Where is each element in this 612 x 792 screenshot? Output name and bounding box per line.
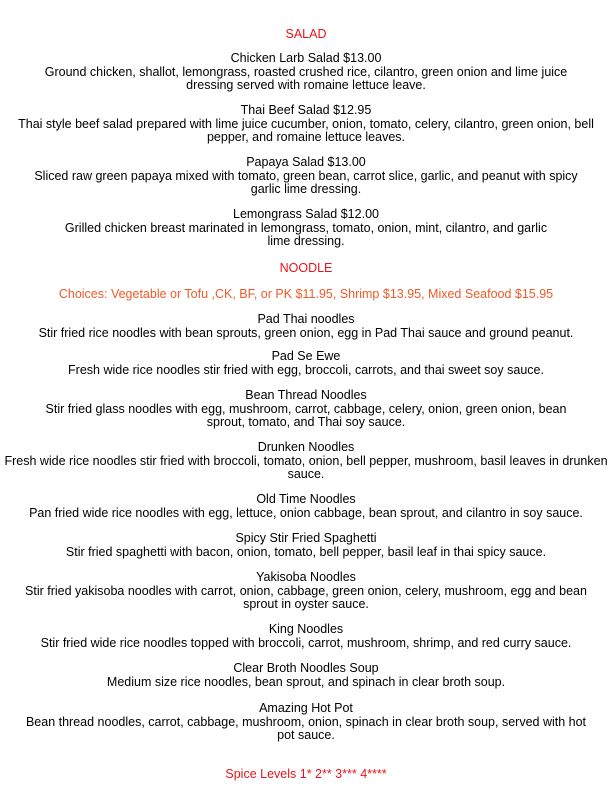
menu-item-name: Bean Thread Noodles <box>245 388 367 402</box>
salad-section-title: SALAD <box>285 27 327 41</box>
noodle-section-title: NOODLE <box>279 261 333 275</box>
menu-item-name: Amazing Hot Pot <box>259 701 353 715</box>
menu-item <box>0 313 612 340</box>
menu-item-name: Old Time Noodles <box>256 492 356 506</box>
spice-levels: Spice Levels 1* 2** 3*** 4**** <box>225 767 387 781</box>
menu-item <box>0 441 612 482</box>
menu-item-description: Bean thread noodles, carrot, cabbage, mushroom, onion, spinach in clear broth soup, served with hot pot sauce. <box>25 714 587 742</box>
menu-item-description: Grilled chicken breast marinated in lemongrass, tomato, onion, mint, cilantro, and garlic lime dressing. <box>64 220 548 248</box>
menu-item-name: King Noodles <box>268 622 344 636</box>
menu-item-name: Yakisoba Noodles <box>256 570 356 584</box>
menu-item-name: Papaya Salad $13.00 <box>246 155 366 169</box>
menu-item-description: Medium size rice noodles, bean sprout, and spinach in clear broth soup. <box>106 674 506 689</box>
menu-item <box>0 662 612 689</box>
menu-item-description: Sliced raw green papaya mixed with tomato, green bean, carrot slice, garlic, and peanut with spicy garlic lime dressing. <box>34 168 578 196</box>
menu-item-name: Drunken Noodles <box>257 440 355 454</box>
noodle-choices: Choices: Vegetable or Tofu ,CK, BF, or PK $11.95, Shrimp $13.95, Mixed Seafood $15.95 <box>58 287 554 301</box>
menu-item-name: Thai Beef Salad $12.95 <box>240 103 372 117</box>
menu-item-name: Lemongrass Salad $12.00 <box>233 207 379 221</box>
menu-item-description: Stir fried rice noodles with bean sprouts, green onion, egg in Pad Thai sauce and ground peanut. <box>38 325 574 340</box>
menu-item <box>0 571 612 612</box>
menu-item <box>0 208 612 249</box>
menu-item <box>0 532 612 559</box>
menu-item-description: Stir fried spaghetti with bacon, onion, tomato, bell pepper, basil leaf in thai spicy sauce. <box>65 544 547 559</box>
menu-item <box>0 623 612 650</box>
menu-item-description: Fresh wide rice noodles stir fried with egg, broccoli, carrots, and thai sweet soy sauce. <box>68 362 544 377</box>
menu-item-description: Fresh wide rice noodles stir fried with broccoli, tomato, onion, bell pepper, mushroom, basil leaves in drunken sauce. <box>4 453 608 481</box>
menu-item-name: Spicy Stir Fried Spaghetti <box>235 531 377 545</box>
menu-item-description: Thai style beef salad prepared with lime juice cucumber, onion, tomato, celery, cilantro, green onion, bell pepper, and romaine lettuce leaves. <box>18 116 594 144</box>
menu-item <box>0 104 612 145</box>
menu-item-description: Pan fried wide rice noodles with egg, lettuce, onion cabbage, bean sprout, and cilantro in soy sauce. <box>29 505 583 520</box>
menu-item-description: Stir fried yakisoba noodles with carrot, onion, cabbage, green onion, celery, mushroom, egg and bean sprout in oyster sauce. <box>25 583 587 611</box>
menu-item <box>0 350 612 377</box>
menu-item <box>0 702 612 743</box>
menu-item-name: Pad Thai noodles <box>257 312 355 326</box>
menu-item-name: Chicken Larb Salad $13.00 <box>230 51 382 65</box>
menu-item-description: Ground chicken, shallot, lemongrass, roasted crushed rice, cilantro, green onion and lime juice dressing served with romaine lettuce leave. <box>44 64 568 92</box>
menu-item-description: Stir fried glass noodles with egg, mushroom, carrot, cabbage, celery, onion, green onion, bean sprout, tomato, and Thai soy sauce. <box>45 401 567 429</box>
menu-item <box>0 493 612 520</box>
menu-item-name: Pad Se Ewe <box>271 349 341 363</box>
menu-item-description: Stir fried wide rice noodles topped with broccoli, carrot, mushroom, shrimp, and red curry sauce. <box>40 635 572 650</box>
menu-item <box>0 156 612 197</box>
menu-item-name: Clear Broth Noodles Soup <box>233 661 379 675</box>
menu-item <box>0 52 612 93</box>
menu-item <box>0 389 612 430</box>
